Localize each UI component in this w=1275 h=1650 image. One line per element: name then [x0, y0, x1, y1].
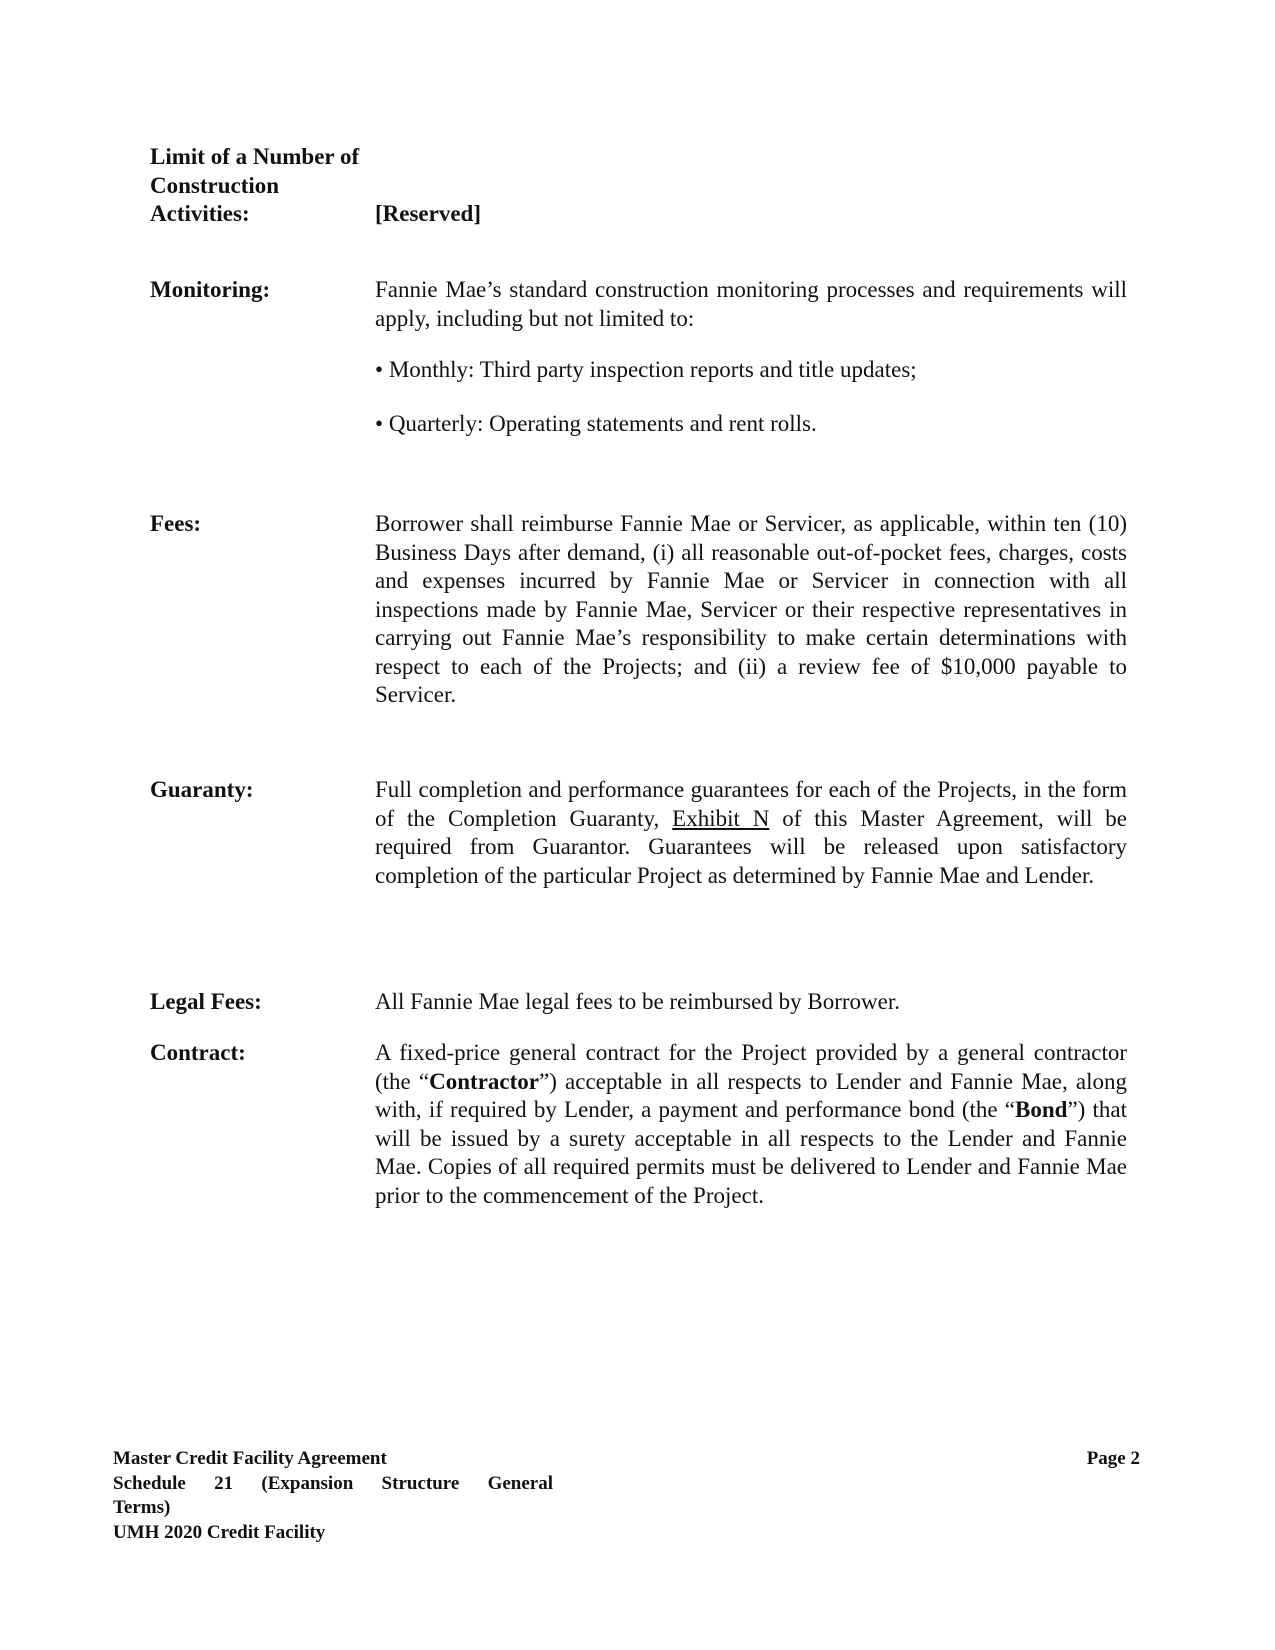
contract-text: A fixed-price general contract for the Project provided by a general contractor (the “Contractor”) acceptable in all respects to Lender and Fannie Mae, along with, if required by Lender, a payment and performance bond (the “Bond”) that will be issued by a surety acceptable in all respects to the Lender and Fannie Mae. Copies of all required permits must be delivered to Lender and Fannie Mae prior to the commencement of the Project.: [375, 1040, 1127, 1208]
section-label: Monitoring:: [150, 277, 271, 302]
exhibit-n-reference: Exhibit N: [672, 805, 770, 831]
list-item: • Monthly: Third party inspection reports and title updates;: [375, 357, 917, 382]
footer-document-info: [113, 1447, 553, 1545]
section-label: Legal Fees:: [150, 989, 262, 1014]
guaranty-text: Full completion and performance guarantees for each of the Projects, in the form of the Completion Guaranty, Exhibit N of this Master Agreement, will be required from Guarantor. Guarantees will be released upon satisfactory completion of the particular Project as determined by Fannie Mae and Lender.: [375, 777, 1127, 888]
footer-line: UMH 2020 Credit Facility: [113, 1521, 326, 1543]
footer-line: Schedule 21 (Expansion Structure General: [113, 1472, 553, 1494]
defined-term-contractor: Contractor: [429, 1068, 539, 1094]
fees-text: Borrower shall reimburse Fannie Mae or Servicer, as applicable, within ten (10) Business Days after demand, (i) all reasonable out-of-pocket fees, charges, costs and expenses incurred by Fannie Mae or Servicer in connection with all inspections made by Fannie Mae, Servicer or their respective representatives in carrying out Fannie Mae’s responsibility to make certain determinations with respect to each of the Projects; and (ii) a review fee of $10,000 payable to Servicer.: [375, 511, 1127, 707]
section-label: Fees:: [150, 511, 202, 536]
list-item: • Quarterly: Operating statements and rent rolls.: [375, 410, 817, 436]
monitoring-intro: Fannie Mae’s standard construction monitoring processes and requirements will apply, including but not limited to:: [375, 277, 1127, 331]
reserved-value: [Reserved]: [375, 201, 482, 226]
defined-term-bond: Bond: [1015, 1097, 1068, 1122]
footer-line: Terms): [113, 1497, 171, 1518]
section-label: Guaranty:: [150, 777, 254, 802]
section-label: Contract:: [150, 1040, 246, 1065]
monitoring-content: [375, 276, 1127, 438]
legal-fees-text: All Fannie Mae legal fees to be reimbursed by Borrower.: [375, 989, 901, 1014]
footer-line: Master Credit Facility Agreement: [113, 1448, 387, 1469]
section-label: Limit of a Number of Construction Activities:: [150, 144, 360, 226]
page-number: Page 2: [1086, 1448, 1140, 1469]
